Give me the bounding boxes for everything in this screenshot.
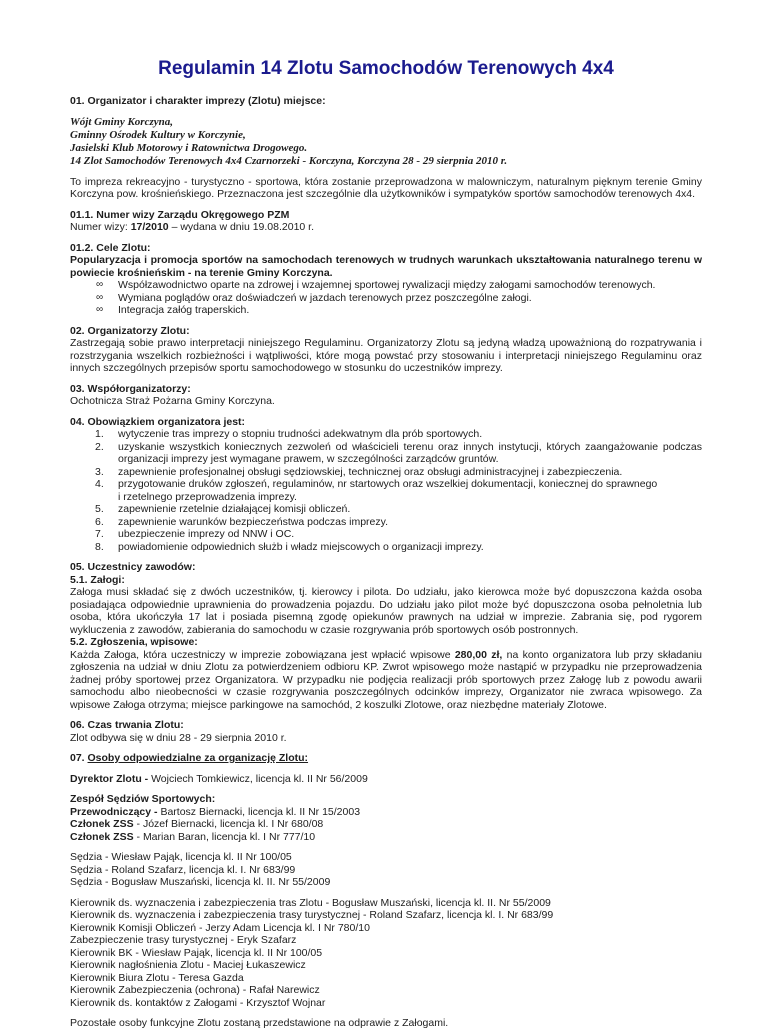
- official-line: Kierownik BK - Wiesław Pająk, licencja kl. II Nr 100/05: [70, 946, 323, 959]
- section-organizer: [70, 95, 702, 201]
- officials-block: [70, 897, 702, 1010]
- panel-member-role: Przewodniczący -: [70, 805, 158, 818]
- panel-member-role: Członek ZSS: [70, 830, 134, 843]
- closing-note: Pozostałe osoby funkcyjne Zlotu zostaną przedstawione na odprawie z Załogami.: [70, 1017, 449, 1029]
- goal-item: [70, 292, 702, 305]
- official-line: Kierownik ds. wyznaczenia i zabezpieczenia trasy turystycznej - Roland Szafarz, licencja kl. I. Nr 683/99: [70, 909, 554, 921]
- duty-text-line: przygotowanie druków zgłoszeń, regulaminów, nr startowych oraz wszelkiej dokumentacji, koniecznej do sprawnego: [118, 478, 658, 490]
- panel-member-name: - Marian Baran, licencja kl. I Nr 777/10: [133, 830, 316, 843]
- section-officials: [70, 752, 702, 1030]
- judge-line: Sędzia - Wiesław Pająk, licencja kl. II Nr 100/05: [70, 851, 292, 863]
- judge-line: Sędzia - Roland Szafarz, licencja kl. I. Nr 683/99: [70, 863, 296, 876]
- official-line: Kierownik ds. wyznaczenia i zabezpieczenia tras Zlotu - Bogusław Muszański, licencja kl. II. Nr 55/2009: [70, 896, 551, 909]
- duty-number: 7.: [95, 528, 104, 540]
- duration-line: Zlot odbywa się w dniu 28 - 29 sierpnia 2010 r.: [70, 731, 287, 744]
- goals-lead-paragraph: Popularyzacja i promocja sportów na samochodach terenowych w trudnych warunkach ukształtowania naturalnego terenu w powiecie krośnieńskim - na terenie Gminy Korczyna.: [70, 254, 702, 279]
- duty-number: 1.: [95, 428, 104, 440]
- section-01-heading: 01. Organizator i charakter imprezy (Zlotu) miejsce:: [70, 95, 326, 107]
- section-02-heading: 02. Organizatorzy Zlotu:: [70, 324, 190, 337]
- infinity-bullet-icon: ∞: [96, 304, 104, 315]
- section-05-heading: 05. Uczestnicy zawodów:: [70, 561, 196, 573]
- goal-item: [70, 304, 702, 317]
- panel-member-name: Bartosz Biernacki, licencja kl. II Nr 15/2003: [157, 805, 361, 818]
- duty-text: powiadomienie odpowiednich służb i władz miejscowych o organizacji imprezy.: [118, 540, 484, 553]
- section-07-heading: [70, 752, 702, 765]
- judges-panel-heading: Zespół Sędziów Sportowych:: [70, 793, 216, 805]
- panel-member-line: [70, 831, 702, 844]
- official-line: Kierownik nagłośnienia Zlotu - Maciej Łukaszewicz: [70, 959, 306, 971]
- entry-fee-paragraph: [70, 649, 702, 712]
- entry-fee-text-before: Każda Załoga, która uczestniczy w imprezie zobowiązana jest wpłacić wpisowe: [70, 648, 455, 661]
- goal-text: Wymiana poglądów oraz doświadczeń w jazdach terenowych przez poszczególne załogi.: [118, 291, 532, 304]
- duty-item: [70, 516, 702, 529]
- duty-item: [70, 441, 702, 466]
- official-line: Kierownik Komisji Obliczeń - Jerzy Adam Licencja kl. I Nr 780/10: [70, 921, 370, 934]
- panel-member-line: [70, 806, 702, 819]
- duty-text: uzyskanie wszystkich koniecznych zezwoleń od właścicieli terenu oraz innych instytucji, których zaangażowanie podczas organizacji imprezy jest wymagane prawem, w szczególności zarządców gruntów.: [118, 440, 702, 465]
- section-07-title: Osoby odpowiedzialne za organizację Zlotu:: [87, 752, 309, 764]
- duty-item: [70, 528, 702, 541]
- duty-number: 4.: [95, 478, 104, 490]
- visa-suffix: – wydana w dniu 19.08.2010 r.: [168, 221, 315, 233]
- section-coorganizers: [70, 383, 702, 408]
- section-07-number: 07.: [70, 752, 88, 764]
- infinity-bullet-icon: ∞: [96, 291, 104, 303]
- organizers-rights-paragraph: Zastrzegają sobie prawo interpretacji niniejszego Regulaminu. Organizatorzy Zlotu są jedyną władzą upoważnioną do rozpatrywania i rozstrzygania wszelkich rozbieżności i wątpliwości, które mogą powstać przy stosowaniu i interpretacji niniejszego Regulaminu oraz innych szczególnych przepisów sportu samochodowego w stosunku do uczestników imprezy.: [70, 337, 702, 374]
- goal-text: Integracja załóg traperskich.: [118, 304, 250, 316]
- entry-fee-amount: 280,00 zł,: [454, 648, 503, 661]
- section-011-heading: 01.1. Numer wizy Zarządu Okręgowego PZM: [70, 208, 290, 221]
- section-03-heading: 03. Współorganizatorzy:: [70, 382, 191, 395]
- director-name: Wojciech Tomkiewicz, licencja kl. II Nr 56/2009: [148, 772, 368, 785]
- duty-item: [70, 478, 702, 503]
- official-line: Kierownik Biura Zlotu - Teresa Gazda: [70, 971, 244, 984]
- goal-item: [70, 279, 702, 292]
- page-title: Regulamin 14 Zlotu Samochodów Terenowych 4x4: [158, 58, 614, 79]
- duty-number: 3.: [95, 465, 104, 478]
- panel-member-line: [70, 818, 702, 831]
- infinity-bullet-icon: ∞: [96, 279, 104, 290]
- crews-paragraph: Załoga musi składać się z dwóch uczestników, tj. kierowcy i pilota. Do udziału, jako kierowca może być dopuszczona każda osoba posiadająca odpowiednie uprawnienia do prowadzenia pojazdu. Do udziału jako pilot może być dopuszczona osoba pełnoletnia lub osoba, która ukończyła 17 lat i posiada pisemną zgodę opiekunów prawnych na udział w imprezie. Zabrania się, pod rygorem wykluczenia z zawodów, zabierania do samochodu w czasie rozgrywania prób sportowych osób postronnych.: [70, 586, 702, 636]
- panel-member-role: Członek ZSS: [70, 818, 134, 830]
- duty-number: 5.: [95, 503, 104, 515]
- section-participants: [70, 561, 702, 711]
- visa-prefix: Numer wizy:: [70, 221, 131, 233]
- organizer-line: Jasielski Klub Motorowy i Ratownictwa Drogowego.: [70, 141, 308, 154]
- entry-fee-text-after: na konto organizatora lub przy składaniu zgłoszenia na udział w dniu Zlotu za potwierdzeniem odbioru KP. Zwrot wpisowego może nastąpić w przypadku nie przeprowadzenia żadnej próby sportowej przez Organizatora. W przypadku nie podjęcia realizacji prób sportowych przez Załogę lub z powodu awarii samochodu albo nieobecności w czasie rozgrywania poszczególnych odcinków imprezy, Organizator nie zwraca wpisowego. Za wpisowe Załoga otrzyma; miejsce parkingowe na samochód, 2 koszulki Zlotowe, oraz niezbędne materiały Zlotowe.: [70, 648, 703, 711]
- judge-line: Sędzia - Bogusław Muszański, licencja kl. II. Nr 55/2009: [70, 876, 331, 888]
- official-line: Kierownik Zabezpieczenia (ochrona) - Rafał Narewicz: [70, 984, 320, 996]
- duty-text: zapewnienie profesjonalnej obsługi sędziowskiej, technicznej oraz obsługi administracyjnej i zabezpieczenia.: [118, 465, 623, 478]
- judges-panel-block: [70, 793, 702, 843]
- organizer-line: Gminny Ośrodek Kultury w Korczynie,: [70, 128, 246, 141]
- director-line: [70, 773, 702, 786]
- coorganizer-line: Ochotnicza Straż Pożarna Gminy Korczyna.: [70, 395, 275, 407]
- duty-item: [70, 503, 702, 516]
- official-line: Kierownik ds. kontaktów z Załogami - Krzysztof Wojnar: [70, 996, 326, 1009]
- duty-text: [118, 478, 702, 503]
- section-visa: [70, 209, 702, 234]
- section-012-heading: 01.2. Cele Zlotu:: [70, 241, 151, 254]
- duty-item: [70, 466, 702, 479]
- goal-text: Współzawodnictwo oparte na zdrowej i wzajemnej sportowej rywalizacji między załogami samochodów terenowych.: [118, 279, 656, 291]
- section-duration: [70, 719, 702, 744]
- duty-number: 2.: [95, 440, 104, 453]
- section-51-heading: 5.1. Załogi:: [70, 573, 125, 586]
- duty-text: zapewnienie warunków bezpieczeństwa podczas imprezy.: [118, 515, 389, 528]
- visa-number: 17/2010: [130, 221, 169, 233]
- organizer-names-block: [70, 116, 702, 168]
- director-role: Dyrektor Zlotu -: [70, 772, 149, 785]
- section-goals: [70, 242, 702, 317]
- duty-text-line: i rzetelnego przeprowadzenia imprezy.: [118, 490, 297, 503]
- organizer-line: Wójt Gminy Korczyna,: [70, 115, 173, 128]
- visa-number-line: [70, 221, 702, 234]
- section-04-heading: 04. Obowiązkiem organizatora jest:: [70, 415, 246, 428]
- duty-text: ubezpieczenie imprezy od NNW i OC.: [118, 528, 295, 540]
- panel-member-name: - Józef Biernacki, licencja kl. I Nr 680/08: [133, 818, 324, 830]
- duty-text: wytyczenie tras imprezy o stopniu trudności adekwatnym dla prób sportowych.: [118, 428, 483, 440]
- duty-number: 8.: [95, 540, 104, 553]
- section-06-heading: 06. Czas trwania Zlotu:: [70, 719, 184, 731]
- duty-text: zapewnienie rzetelnie działającej komisji obliczeń.: [118, 503, 351, 515]
- event-intro-paragraph: To impreza rekreacyjno - turystyczno - sportowa, która zostanie przeprowadzona w malowniczym, naturalnym pięknym terenie Gminy Korczyna pow. krośnieńskiego. Przeznaczona jest szczególnie dla użytkowników i sympatyków sportów samochodów terenowych 4x4.: [70, 175, 702, 200]
- organizer-line: 14 Zlot Samochodów Terenowych 4x4 Czarnorzeki - Korczyna, Korczyna 28 - 29 sierpnia 2010 r.: [70, 154, 508, 167]
- duty-item: [70, 428, 702, 441]
- duty-item: [70, 541, 702, 554]
- judges-block: [70, 851, 702, 889]
- official-line: Zabezpieczenie trasy turystycznej - Eryk Szafarz: [70, 934, 297, 946]
- section-52-heading: 5.2. Zgłoszenia, wpisowe:: [70, 636, 198, 648]
- duty-number: 6.: [95, 515, 104, 528]
- section-organizers-rights: [70, 325, 702, 375]
- section-duties: [70, 416, 702, 554]
